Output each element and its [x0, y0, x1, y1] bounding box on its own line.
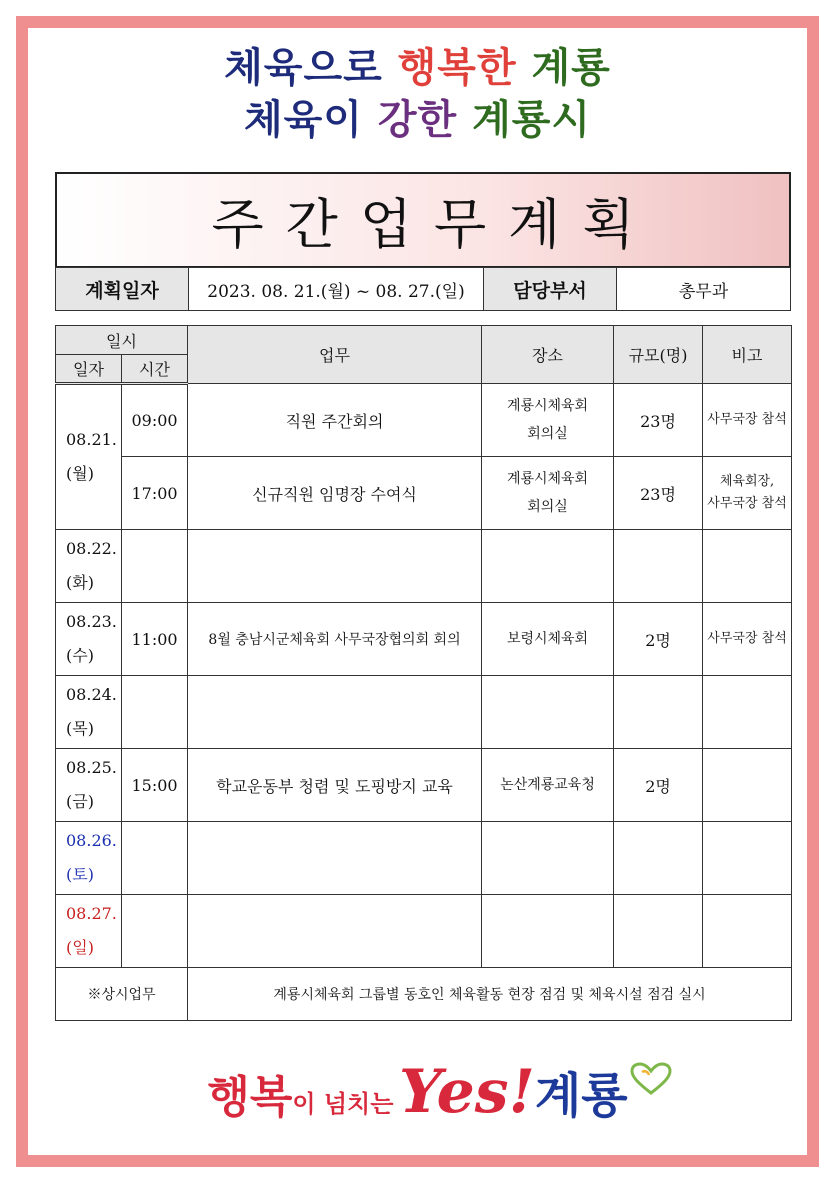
note-cell: [703, 822, 792, 895]
time-cell: 11:00: [122, 603, 188, 676]
place-cell: 보령시체육회: [482, 603, 614, 676]
time-cell: [122, 530, 188, 603]
scale-cell: 2명: [614, 603, 703, 676]
note-line: 사무국장 참석: [707, 496, 787, 511]
date-cell: [56, 749, 122, 822]
place-cell: [482, 384, 614, 457]
table-row: [56, 895, 792, 968]
task-cell: [188, 822, 482, 895]
logo-text: 계룡: [534, 1068, 628, 1124]
date-cell: [56, 822, 122, 895]
header-date: 일자: [56, 355, 122, 384]
place-cell: [482, 676, 614, 749]
dept-value: 총무과: [617, 268, 791, 311]
logo-text: 행복: [207, 1072, 293, 1123]
task-cell: [188, 530, 482, 603]
day-of-week: (수): [66, 646, 94, 665]
bottom-logo: [0, 1052, 835, 1147]
place-cell: [482, 530, 614, 603]
place-cell: [482, 895, 614, 968]
regular-task-row: [56, 968, 792, 1021]
title-box: [55, 172, 791, 268]
date-text: 08.22.: [66, 539, 117, 558]
slogan-word: 행복한: [397, 45, 517, 91]
date-text: 08.26.: [66, 831, 117, 850]
day-of-week: (토): [66, 865, 94, 884]
place-line: 회의실: [527, 499, 568, 515]
note-cell: [703, 530, 792, 603]
task-cell: [188, 676, 482, 749]
place-cell: [482, 822, 614, 895]
place-line: 회의실: [527, 426, 568, 442]
scale-cell: [614, 530, 703, 603]
day-of-week: (일): [66, 938, 94, 957]
header-scale: 규모(명): [614, 326, 703, 384]
task-cell: 8월 충남시군체육회 사무국장협의회 회의: [188, 603, 482, 676]
schedule-table: [55, 325, 792, 1021]
date-text: 08.24.: [66, 685, 117, 704]
place-cell: [482, 457, 614, 530]
scale-cell: [614, 676, 703, 749]
table-row: [56, 749, 792, 822]
slogan-word: 체육으로: [224, 45, 383, 91]
slogan-word: 강한: [377, 97, 458, 143]
header-datetime: 일시: [56, 326, 188, 355]
task-cell: 신규직원 임명장 수여식: [188, 457, 482, 530]
info-table: [55, 267, 791, 311]
day-of-week: (월): [66, 464, 94, 483]
table-row: [56, 457, 792, 530]
table-row: [56, 676, 792, 749]
note-cell: 사무국장 참석: [703, 384, 792, 457]
time-cell: [122, 822, 188, 895]
logo-text: 이 넘치는: [292, 1090, 394, 1118]
date-text: 08.21.: [66, 430, 117, 449]
scale-cell: 2명: [614, 749, 703, 822]
header-note: 비고: [703, 326, 792, 384]
note-cell: [703, 749, 792, 822]
scale-cell: 23명: [614, 457, 703, 530]
slogan-word: 계룡시: [472, 97, 591, 143]
place-line: 계룡시체육회: [506, 398, 589, 414]
date-cell: [56, 530, 122, 603]
table-row: [56, 603, 792, 676]
slogan-line-1: [0, 44, 835, 92]
slogan-line-2: [0, 96, 835, 144]
plan-date-value: 2023. 08. 21.(월) ~ 08. 27.(일): [189, 268, 484, 311]
task-cell: 학교운동부 청렴 및 도핑방지 교육: [188, 749, 482, 822]
time-cell: 09:00: [122, 384, 188, 457]
time-cell: [122, 895, 188, 968]
heart-icon: [628, 1062, 674, 1096]
day-of-week: (화): [66, 573, 94, 592]
regular-task-text: 계룡시체육회 그룹별 동호인 체육활동 현장 점검 및 체육시설 점검 실시: [188, 968, 792, 1021]
time-cell: 15:00: [122, 749, 188, 822]
note-cell: [703, 895, 792, 968]
header-time: 시간: [122, 355, 188, 384]
plan-date-label: 계획일자: [56, 268, 189, 311]
date-cell: [56, 384, 122, 530]
scale-cell: [614, 822, 703, 895]
date-cell: [56, 895, 122, 968]
date-cell: [56, 603, 122, 676]
time-cell: 17:00: [122, 457, 188, 530]
dept-label: 담당부서: [484, 268, 617, 311]
logo-text: Yes!: [399, 1057, 535, 1127]
task-cell: [188, 895, 482, 968]
task-cell: 직원 주간회의: [188, 384, 482, 457]
day-of-week: (목): [66, 719, 94, 738]
date-text: 08.25.: [66, 758, 117, 777]
date-text: 08.23.: [66, 612, 117, 631]
page-title: 주간업무계획: [211, 192, 657, 256]
regular-task-label: ※상시업무: [56, 968, 188, 1021]
header-place: 장소: [482, 326, 614, 384]
note-cell: [703, 457, 792, 530]
note-line: 체육회장,: [719, 474, 775, 489]
date-cell: [56, 676, 122, 749]
scale-cell: 23명: [614, 384, 703, 457]
header-task: 업무: [188, 326, 482, 384]
day-of-week: (금): [66, 792, 94, 811]
time-cell: [122, 676, 188, 749]
date-text: 08.27.: [66, 904, 117, 923]
table-row: [56, 822, 792, 895]
slogan-word: 계룡: [531, 45, 611, 91]
place-cell: 논산계룡교육청: [482, 749, 614, 822]
note-cell: 사무국장 참석: [703, 603, 792, 676]
table-row: [56, 384, 792, 457]
table-row: [56, 530, 792, 603]
note-cell: [703, 676, 792, 749]
scale-cell: [614, 895, 703, 968]
slogan-word: 체육이: [244, 97, 363, 143]
place-line: 계룡시체육회: [506, 471, 589, 487]
